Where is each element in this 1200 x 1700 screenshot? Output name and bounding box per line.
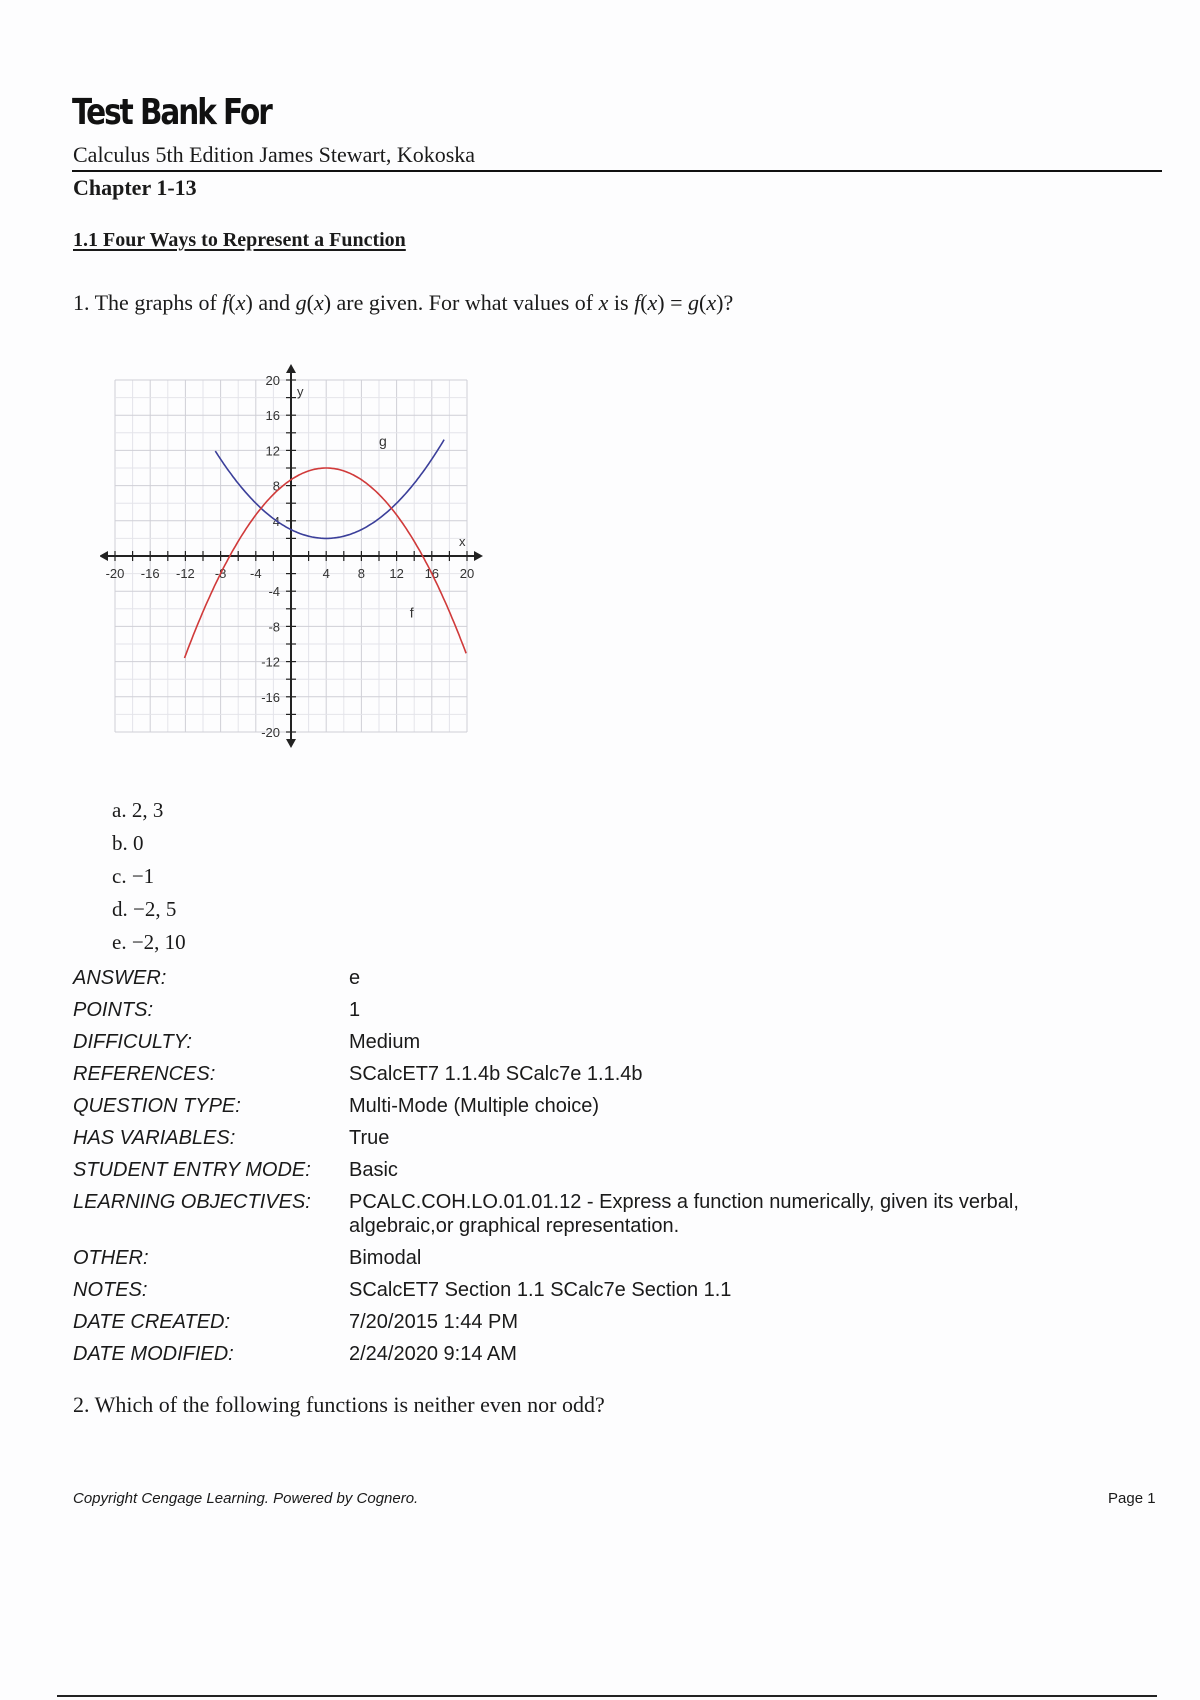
bottom-rule — [57, 1695, 1157, 1697]
answer-choices — [112, 794, 186, 959]
y-tick-label: -20 — [261, 725, 280, 740]
answer-choice: d. −2, 5 — [112, 897, 177, 921]
metadata-key: DIFFICULTY: — [73, 1031, 192, 1053]
y-tick-label: -8 — [268, 619, 280, 635]
metadata-row — [73, 1154, 1119, 1186]
y-tick-label: 12 — [265, 443, 280, 459]
metadata-row — [73, 1090, 1119, 1122]
document-title: Test Bank For — [72, 92, 271, 133]
metadata-key: LEARNING OBJECTIVES: — [73, 1191, 311, 1213]
metadata-key: REFERENCES: — [73, 1063, 216, 1085]
x-axis-arrow-left — [100, 551, 108, 561]
section-title: 1.1 Four Ways to Represent a Function — [73, 229, 406, 251]
answer-choice: e. −2, 10 — [112, 930, 186, 954]
y-tick-label: 4 — [272, 513, 280, 529]
metadata-value: PCALC.COH.LO.01.01.12 - Express a function numerically, given its verbal, algebraic,or graphical representation. — [349, 1191, 1019, 1237]
footer-page-number: Page 1 — [1108, 1490, 1156, 1507]
metadata-value: 7/20/2015 1:44 PM — [349, 1311, 519, 1333]
metadata-value: Basic — [349, 1159, 398, 1181]
question-1-text: 1. The graphs of f(x) and g(x) are given. For what values of x is f(x) = g(x)? — [73, 290, 734, 315]
x-tick-label: 20 — [459, 566, 475, 581]
y-tick-label: -4 — [268, 584, 280, 600]
metadata-key: DATE MODIFIED: — [73, 1343, 234, 1365]
answer-choice: a. 2, 3 — [112, 798, 164, 822]
curve-f — [185, 468, 467, 658]
metadata-key: STUDENT ENTRY MODE: — [73, 1159, 311, 1181]
metadata-value: 2/24/2020 9:14 AM — [349, 1343, 517, 1365]
metadata-row — [73, 994, 1119, 1026]
metadata-value: Bimodal — [349, 1247, 422, 1269]
metadata-value: e — [349, 967, 361, 989]
chapter-label: Chapter 1-13 — [73, 175, 197, 200]
metadata-row — [73, 1058, 1119, 1090]
metadata-value: True — [349, 1127, 390, 1149]
y-axis-label: y — [297, 384, 304, 399]
y-axis-arrow-down — [286, 739, 296, 748]
function-graph — [100, 362, 490, 752]
answer-choice: c. −1 — [112, 864, 155, 888]
y-tick-label: -12 — [261, 654, 280, 670]
metadata-key: ANSWER: — [73, 967, 167, 989]
metadata-key: NOTES: — [73, 1279, 148, 1301]
metadata-row — [73, 1338, 1119, 1370]
x-tick-label: 8 — [357, 566, 366, 581]
metadata-value: SCalcET7 Section 1.1 SCalc7e Section 1.1 — [349, 1279, 732, 1301]
x-tick-label: 12 — [389, 566, 404, 581]
question-metadata — [73, 962, 1119, 1370]
footer-copyright: Copyright Cengage Learning. Powered by Cognero. — [73, 1490, 419, 1507]
y-tick-label: -16 — [261, 689, 280, 705]
metadata-row — [73, 1274, 1119, 1306]
metadata-key: POINTS: — [73, 999, 154, 1021]
y-tick-label: 8 — [272, 478, 280, 494]
x-tick-label: -16 — [140, 566, 160, 581]
metadata-key: HAS VARIABLES: — [73, 1127, 236, 1149]
metadata-row — [73, 1026, 1119, 1058]
metadata-key: QUESTION TYPE: — [73, 1095, 241, 1117]
y-tick-label: 20 — [265, 373, 280, 388]
x-tick-label: 16 — [424, 566, 440, 581]
metadata-row — [73, 1186, 1119, 1242]
x-tick-label: 4 — [322, 566, 330, 581]
metadata-value: Medium — [349, 1031, 421, 1053]
metadata-key: DATE CREATED: — [73, 1311, 231, 1333]
x-tick-label: -12 — [176, 566, 195, 581]
curve-label-g: g — [379, 433, 387, 449]
question-2-text: 2. Which of the following functions is neither even nor odd? — [73, 1392, 605, 1417]
header-rule — [72, 170, 1162, 172]
book-subtitle: Calculus 5th Edition James Stewart, Kokoska — [73, 142, 476, 167]
x-tick-label: -8 — [214, 566, 227, 581]
metadata-row — [73, 1242, 1119, 1274]
y-axis-arrow-up — [286, 364, 296, 373]
metadata-key: OTHER: — [73, 1247, 149, 1269]
x-tick-label: -20 — [105, 566, 125, 581]
metadata-value: SCalcET7 1.1.4b SCalc7e 1.1.4b — [349, 1063, 643, 1085]
metadata-row — [73, 1122, 1119, 1154]
curve-label-f: f — [409, 604, 414, 621]
x-axis-arrow-right — [474, 551, 483, 561]
answer-choice: b. 0 — [112, 831, 144, 855]
metadata-value: Multi-Mode (Multiple choice) — [349, 1095, 600, 1117]
x-axis-label: x — [459, 534, 466, 549]
x-tick-label: -4 — [250, 566, 262, 581]
metadata-value: 1 — [349, 999, 361, 1021]
metadata-row — [73, 1306, 1119, 1338]
y-tick-label: 16 — [265, 408, 280, 424]
metadata-row — [73, 962, 1119, 994]
